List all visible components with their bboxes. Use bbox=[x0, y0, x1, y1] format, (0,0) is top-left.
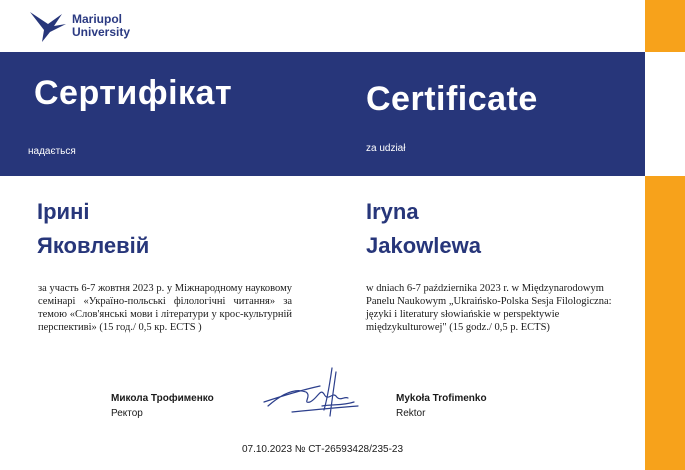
certificate-title-en: Certificate bbox=[366, 80, 538, 118]
signer-name-uk: Микола Трофименко bbox=[111, 393, 214, 404]
signer-name-en: Mykoła Trofimenko bbox=[396, 393, 487, 404]
logo-text-line2: University bbox=[72, 25, 131, 39]
subtitle-en: za udział bbox=[366, 143, 406, 154]
swallow-icon bbox=[28, 8, 68, 44]
recipient-last-name-en: Jakowlewa bbox=[366, 233, 481, 258]
signer-block-uk bbox=[111, 391, 214, 421]
certificate-title-uk: Сертифікат bbox=[34, 74, 233, 112]
signer-block-en bbox=[396, 391, 487, 421]
handwritten-signature bbox=[262, 362, 362, 422]
subtitle-uk: надається bbox=[28, 146, 76, 157]
recipient-name-en bbox=[366, 195, 481, 263]
recipient-first-name-en: Iryna bbox=[366, 199, 419, 224]
side-strip-gap bbox=[645, 52, 685, 176]
signer-role-en: Rektor bbox=[396, 408, 426, 419]
logo-text-line1: Mariupol bbox=[72, 12, 122, 26]
signer-role-uk: Ректор bbox=[111, 408, 143, 419]
certificate-number: 07.10.2023 № СТ-26593428/235-23 bbox=[241, 444, 404, 455]
university-logo bbox=[28, 8, 130, 44]
recipient-name-uk bbox=[37, 195, 149, 263]
description-uk: за участь 6-7 жовтня 2023 р. у Міжнародному науковому семінарі «Україно-польські філологічні читання» за темою «Слов'янські мови і літератури у крос-культурній перспективі» (15 год./ 0,5 кр. ECTS ) bbox=[38, 283, 292, 333]
recipient-last-name-uk: Яковлевій bbox=[37, 233, 150, 258]
header-band bbox=[0, 52, 645, 176]
recipient-first-name-uk: Ірині bbox=[37, 199, 90, 224]
description-en: w dniach 6-7 października 2023 r. w Międzynarodowym Panelu Naukowym „Ukraińsko-Polska Sesja Filologiczna: języki i literatury słowiańskie w perspektywie międzykulturowej" (15 godz./ 0,5 p. ECTS) bbox=[366, 283, 612, 333]
